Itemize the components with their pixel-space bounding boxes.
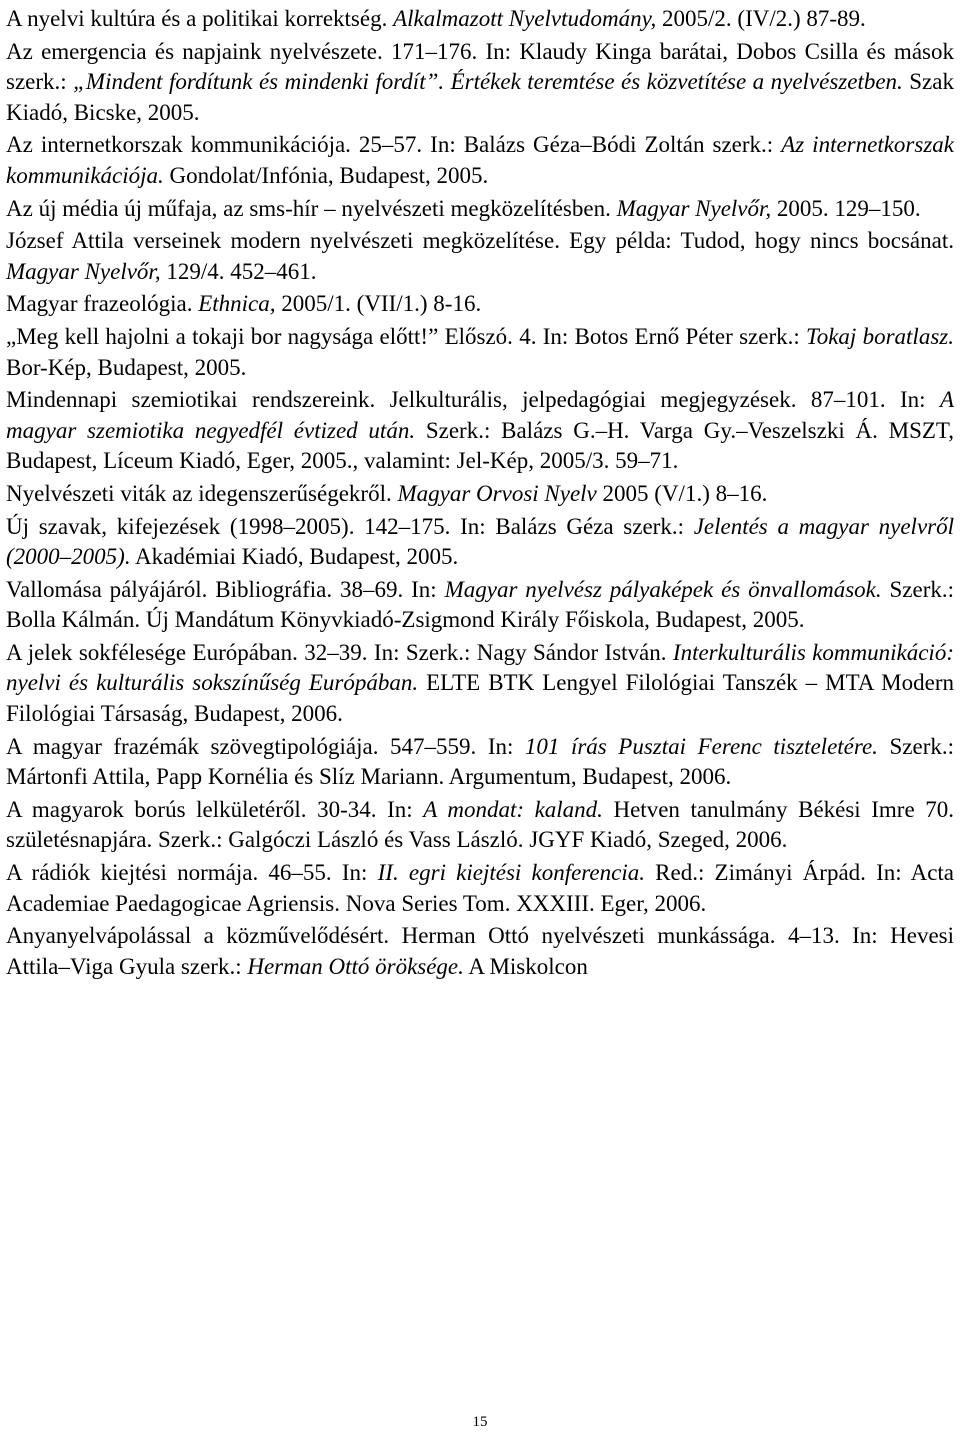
bibliography-entry <box>6 512 954 573</box>
entry-text-segment: 2005. 129–150. <box>771 195 921 221</box>
entry-text-segment: 2005/1. (VII/1.) 8-16. <box>275 291 482 317</box>
entry-text-segment: Hetven tanulmány Békési Imre 70. születésnapjára. Szerk.: Galgóczi László és Vass László. JGYF Kiadó, Szeged, 2006. <box>6 796 954 853</box>
bibliography-entry <box>6 795 954 856</box>
bibliography-entry <box>6 638 954 730</box>
bibliography-entry <box>6 289 954 320</box>
bibliography-entry <box>6 858 954 919</box>
entry-italic-segment: Magyar Nyelvőr, <box>616 195 772 221</box>
entry-text-segment: Szerk.: Bolla Kálmán. Új Mandátum Könyvkiadó-Zsigmond Király Főiskola, Budapest, 2005. <box>6 576 955 633</box>
entry-text-segment: A jelek sokfélesége Európában. 32–39. In: Szerk.: Nagy Sándor István. <box>6 639 673 665</box>
bibliography-entry <box>6 575 954 636</box>
entry-text-segment: ELTE BTK Lengyel Filológiai Tanszék – MTA Modern Filológiai Társaság, Budapest, 2006. <box>6 670 954 727</box>
bibliography-entry <box>6 194 954 225</box>
entry-text-segment: A nyelvi kultúra és a politikai korrektség. <box>6 6 394 31</box>
bibliography-entry <box>6 130 954 191</box>
entry-italic-segment: Herman Ottó öröksége. <box>247 953 464 979</box>
entry-italic-segment: Magyar nyelvész pályaképek és önvallomások. <box>444 576 882 602</box>
bibliography-entry <box>6 385 954 477</box>
entry-italic-segment: Interkulturális kommunikáció: nyelvi és kulturális sokszínűség Európában. <box>6 639 954 696</box>
entry-text-segment: A magyar frazémák szövegtipológiája. 547–559. In: <box>6 733 525 759</box>
entry-italic-segment: II. egri kiejtési konferencia. <box>377 860 645 886</box>
entry-text-segment: 129/4. 452–461. <box>160 258 317 284</box>
bibliography-entry <box>6 921 954 982</box>
entry-text-segment: 2005/2. (IV/2.) 87-89. <box>656 6 866 31</box>
entry-italic-segment: Ethnica, <box>198 291 276 317</box>
entry-text-segment: Red.: Zimányi Árpád. In: Acta Academiae Paedagogicae Agriensis. Nova Series Tom. XXXIII. Eger, 2006. <box>6 860 955 916</box>
entry-text-segment: Szerk.: Mártonfi Attila, Papp Kornélia és Slíz Mariann. Argumentum, Budapest, 2006. <box>6 733 954 790</box>
entry-text-segment: Szak Kiadó, Bicske, 2005. <box>6 69 954 125</box>
entry-text-segment: Akadémiai Kiadó, Budapest, 2005. <box>130 544 459 570</box>
bibliography-entry <box>6 322 954 383</box>
entry-text-segment: Új szavak, kifejezések (1998–2005). 142–175. In: Balázs Géza szerk.: <box>6 513 694 539</box>
entry-text-segment: Vallomása pályájáról. Bibliográfia. 38–69. In: <box>6 576 445 602</box>
entry-text-segment: Az új média új műfaja, az sms-hír – nyelvészeti megközelítésben. <box>6 195 617 221</box>
entry-text-segment: Nyelvészeti viták az idegenszerűségekről. <box>6 480 398 506</box>
entry-text-segment: Gondolat/Infónia, Budapest, 2005. <box>163 162 489 188</box>
entry-italic-segment: Az internetkorszak kommunikációja. <box>6 132 954 188</box>
bibliography-entry <box>6 732 954 793</box>
bibliography-entry <box>6 479 954 510</box>
entry-text-segment: A Miskolcon <box>463 953 588 979</box>
entry-text-segment: Szerk.: Balázs G.–H. Varga Gy.–Veszelszki Á. MSZT, Budapest, Líceum Kiadó, Eger, 2005., valamint: Jel-Kép, 2005/3. 59–71. <box>6 417 955 474</box>
page-number: 15 <box>472 1414 488 1430</box>
entry-italic-segment: „Mindent fordítunk és mindenki fordít”. Értékek teremtése és közvetítése a nyelvészetben. <box>73 69 903 95</box>
bibliography-entry <box>6 37 954 129</box>
entry-italic-segment: 101 írás Pusztai Ferenc tiszteletére. <box>524 733 878 759</box>
bibliography-entry <box>6 226 954 287</box>
entry-text-segment: „Meg kell hajolni a tokaji bor nagysága előtt!” Előszó. 4. In: Botos Ernő Péter szerk.: <box>6 323 807 349</box>
bibliography-list <box>6 4 954 984</box>
entry-text-segment: Bor-Kép, Budapest, 2005. <box>6 354 247 380</box>
entry-text-segment: József Attila verseinek modern nyelvészeti megközelítése. Egy példa: Tudod, hogy nincs bocsánat. <box>6 228 954 254</box>
entry-text-segment: 2005 (V/1.) 8–16. <box>596 480 768 506</box>
entry-italic-segment: A mondat: kaland. <box>423 796 603 822</box>
entry-text-segment: A magyarok borús lelkületéről. 30-34. In: <box>6 796 424 822</box>
entry-text-segment: Mindennapi szemiotikai rendszereink. Jelkulturális, jelpedagógiai megjegyzések. 87–101. In: <box>6 387 940 413</box>
entry-text-segment: Az emergencia és napjaink nyelvészete. 171–176. In: Klaudy Kinga barátai, Dobos Csilla és mások szerk.: <box>6 38 954 95</box>
entry-italic-segment: Tokaj boratlasz. <box>806 323 954 349</box>
entry-italic-segment: Magyar Orvosi Nyelv <box>397 480 597 506</box>
entry-text-segment: Magyar frazeológia. <box>6 291 199 317</box>
entry-italic-segment: Magyar Nyelvőr, <box>6 258 161 284</box>
entry-text-segment: Az internetkorszak kommunikációja. 25–57. In: Balázs Géza–Bódi Zoltán szerk.: <box>6 132 782 158</box>
entry-text-segment: Anyanyelvápolással a közművelődésért. Herman Ottó nyelvészeti munkássága. 4–13. In: Hevesi Attila–Viga Gyula szerk.: <box>6 923 954 979</box>
entry-text-segment: A rádiók kiejtési normája. 46–55. In: <box>6 860 378 886</box>
entry-italic-segment: Jelentés a magyar nyelvről (2000–2005). <box>6 513 954 570</box>
bibliography-entry <box>6 4 954 35</box>
entry-italic-segment: A magyar szemiotika negyedfél évtized után. <box>6 387 954 443</box>
entry-italic-segment: Alkalmazott Nyelvtudomány, <box>393 6 657 31</box>
